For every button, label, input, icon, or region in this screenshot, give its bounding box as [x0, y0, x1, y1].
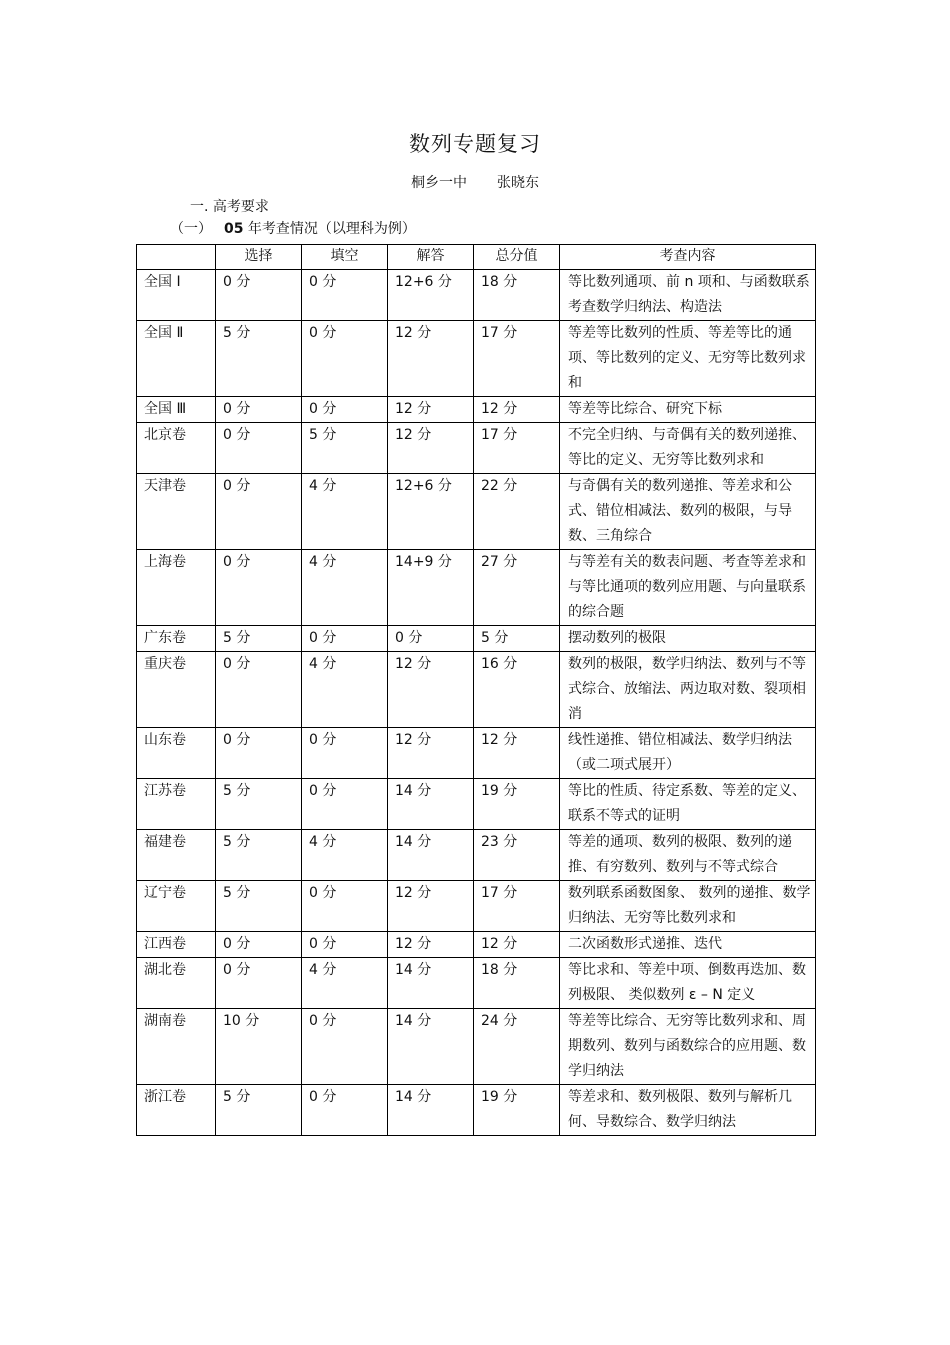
table-row	[137, 779, 816, 830]
cell-total: 18 分	[474, 270, 560, 321]
table-row	[137, 1085, 816, 1136]
cell-solve: 14 分	[388, 1009, 474, 1085]
cell-total: 12 分	[474, 397, 560, 423]
table-row	[137, 958, 816, 1009]
section-2-year: 05	[224, 221, 244, 237]
cell-content: 等比的性质、待定系数、等差的定义、联系不等式的证明	[560, 779, 816, 830]
cell-region: 福建卷	[137, 830, 216, 881]
section-heading-1: 一. 高考要求	[190, 199, 269, 215]
cell-total: 19 分	[474, 1085, 560, 1136]
table-row	[137, 728, 816, 779]
doc-title: 数列专题复习	[409, 132, 541, 156]
cell-choice: 10 分	[216, 1009, 302, 1085]
cell-content: 与奇偶有关的数列递推、等差求和公式、错位相减法、数列的极限，与导数、三角综合	[560, 474, 816, 550]
cell-content: 不完全归纳、与奇偶有关的数列递推、等比的定义、无穷等比数列求和	[560, 423, 816, 474]
cell-region: 湖南卷	[137, 1009, 216, 1085]
cell-choice: 0 分	[216, 474, 302, 550]
cell-region: 北京卷	[137, 423, 216, 474]
cell-solve: 12 分	[388, 321, 474, 397]
cell-total: 27 分	[474, 550, 560, 626]
table-row	[137, 881, 816, 932]
cell-region: 天津卷	[137, 474, 216, 550]
cell-region: 湖北卷	[137, 958, 216, 1009]
cell-total: 18 分	[474, 958, 560, 1009]
cell-fill: 0 分	[302, 270, 388, 321]
cell-total: 5 分	[474, 626, 560, 652]
header-cell-choice: 选择	[216, 245, 302, 270]
cell-fill: 4 分	[302, 652, 388, 728]
table-row	[137, 397, 816, 423]
cell-total: 17 分	[474, 881, 560, 932]
cell-region: 全国 Ⅰ	[137, 270, 216, 321]
header-cell-content: 考查内容	[560, 245, 816, 270]
cell-content: 数列联系函数图象、 数列的递推、数学归纳法、无穷等比数列求和	[560, 881, 816, 932]
cell-choice: 0 分	[216, 397, 302, 423]
cell-content: 等差等比数列的性质、等差等比的通项、等比数列的定义、无穷等比数列求和	[560, 321, 816, 397]
cell-solve: 12 分	[388, 423, 474, 474]
cell-fill: 5 分	[302, 423, 388, 474]
cell-region: 全国 Ⅱ	[137, 321, 216, 397]
header-cell-fill: 填空	[302, 245, 388, 270]
cell-content: 等差的通项、数列的极限、数列的递推、有穷数列、数列与不等式综合	[560, 830, 816, 881]
cell-choice: 0 分	[216, 958, 302, 1009]
table-row	[137, 626, 816, 652]
table-row	[137, 474, 816, 550]
table-row	[137, 321, 816, 397]
cell-fill: 0 分	[302, 321, 388, 397]
cell-solve: 12+6 分	[388, 474, 474, 550]
cell-choice: 5 分	[216, 830, 302, 881]
table-header-row	[137, 245, 816, 270]
section-2-text: 年考查情况（以理科为例）	[243, 221, 416, 237]
cell-choice: 0 分	[216, 932, 302, 958]
cell-region: 广东卷	[137, 626, 216, 652]
cell-solve: 0 分	[388, 626, 474, 652]
author-line	[0, 172, 950, 192]
table-row	[137, 932, 816, 958]
cell-solve: 14 分	[388, 779, 474, 830]
cell-fill: 0 分	[302, 932, 388, 958]
cell-total: 12 分	[474, 728, 560, 779]
cell-fill: 0 分	[302, 779, 388, 830]
cell-content: 与等差有关的数表问题、考查等差求和与等比通项的数列应用题、与向量联系的综合题	[560, 550, 816, 626]
cell-total: 23 分	[474, 830, 560, 881]
cell-total: 24 分	[474, 1009, 560, 1085]
section-2-prefix: （一）	[170, 221, 212, 237]
table-row	[137, 423, 816, 474]
cell-total: 17 分	[474, 321, 560, 397]
cell-choice: 5 分	[216, 626, 302, 652]
cell-region: 重庆卷	[137, 652, 216, 728]
cell-choice: 5 分	[216, 321, 302, 397]
cell-total: 19 分	[474, 779, 560, 830]
cell-solve: 12 分	[388, 881, 474, 932]
header-cell-region	[137, 245, 216, 270]
cell-region: 浙江卷	[137, 1085, 216, 1136]
cell-content: 等差等比综合、无穷等比数列求和、周期数列、数列与函数综合的应用题、数学归纳法	[560, 1009, 816, 1085]
section-heading-2	[170, 218, 416, 238]
cell-solve: 14 分	[388, 958, 474, 1009]
cell-choice: 5 分	[216, 779, 302, 830]
cell-region: 山东卷	[137, 728, 216, 779]
cell-solve: 12 分	[388, 932, 474, 958]
author-name: 张晓东	[497, 175, 539, 191]
cell-content: 等比求和、等差中项、倒数再迭加、数列极限、 类似数列 ε – N 定义	[560, 958, 816, 1009]
cell-fill: 0 分	[302, 626, 388, 652]
cell-fill: 0 分	[302, 1085, 388, 1136]
table-row	[137, 1009, 816, 1085]
cell-total: 12 分	[474, 932, 560, 958]
cell-content: 等差等比综合、研究下标	[560, 397, 816, 423]
table-row	[137, 830, 816, 881]
cell-region: 辽宁卷	[137, 881, 216, 932]
cell-solve: 14+9 分	[388, 550, 474, 626]
cell-fill: 0 分	[302, 1009, 388, 1085]
cell-solve: 12+6 分	[388, 270, 474, 321]
cell-content: 线性递推、错位相减法、数学归纳法（或二项式展开）	[560, 728, 816, 779]
cell-total: 22 分	[474, 474, 560, 550]
cell-fill: 0 分	[302, 397, 388, 423]
cell-fill: 4 分	[302, 474, 388, 550]
cell-choice: 0 分	[216, 550, 302, 626]
table-row	[137, 652, 816, 728]
table-row	[137, 550, 816, 626]
cell-choice: 0 分	[216, 423, 302, 474]
cell-choice: 5 分	[216, 881, 302, 932]
cell-choice: 5 分	[216, 1085, 302, 1136]
cell-content: 二次函数形式递推、迭代	[560, 932, 816, 958]
cell-fill: 0 分	[302, 881, 388, 932]
school-name: 桐乡一中	[411, 175, 467, 191]
cell-region: 上海卷	[137, 550, 216, 626]
cell-choice: 0 分	[216, 270, 302, 321]
cell-region: 全国 Ⅲ	[137, 397, 216, 423]
cell-fill: 4 分	[302, 958, 388, 1009]
cell-fill: 4 分	[302, 830, 388, 881]
cell-total: 17 分	[474, 423, 560, 474]
cell-total: 16 分	[474, 652, 560, 728]
cell-fill: 4 分	[302, 550, 388, 626]
exam-stats-table	[136, 244, 816, 1136]
cell-solve: 12 分	[388, 397, 474, 423]
cell-solve: 12 分	[388, 728, 474, 779]
cell-region: 江西卷	[137, 932, 216, 958]
cell-fill: 0 分	[302, 728, 388, 779]
header-cell-solve: 解答	[388, 245, 474, 270]
cell-choice: 0 分	[216, 728, 302, 779]
cell-solve: 12 分	[388, 652, 474, 728]
cell-content: 等差求和、数列极限、数列与解析几何、导数综合、数学归纳法	[560, 1085, 816, 1136]
cell-region: 江苏卷	[137, 779, 216, 830]
cell-solve: 14 分	[388, 830, 474, 881]
header-cell-total: 总分值	[474, 245, 560, 270]
table-row	[137, 270, 816, 321]
cell-content: 数列的极限，数学归纳法、数列与不等式综合、放缩法、两边取对数、裂项相消	[560, 652, 816, 728]
cell-content: 等比数列通项、前 n 项和、与函数联系考查数学归纳法、构造法	[560, 270, 816, 321]
cell-content: 摆动数列的极限	[560, 626, 816, 652]
cell-choice: 0 分	[216, 652, 302, 728]
cell-solve: 14 分	[388, 1085, 474, 1136]
